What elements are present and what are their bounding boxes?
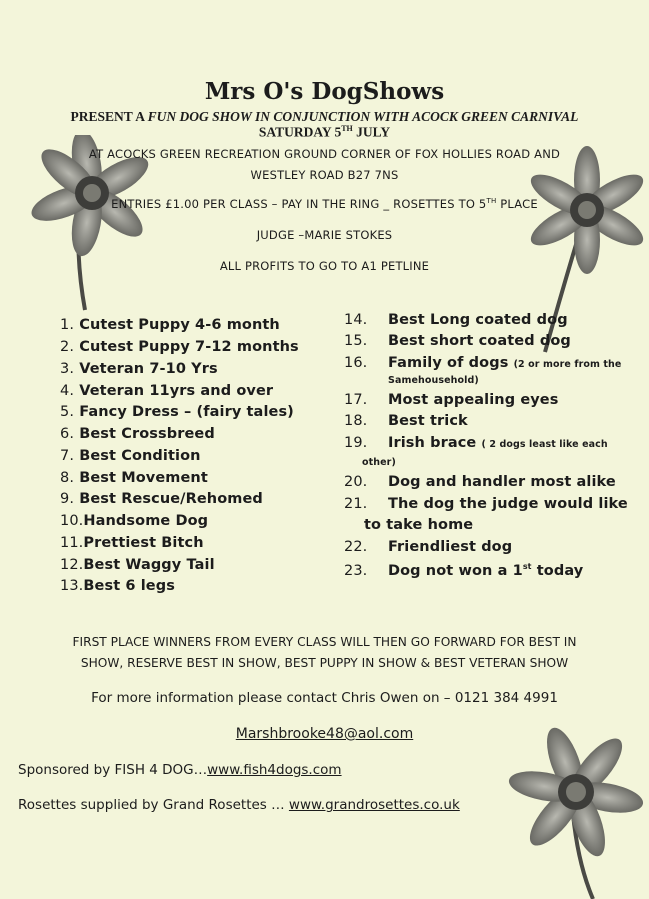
item-label: Best Rescue/Rehomed [79,491,263,507]
event-subtitle [0,109,649,125]
daffodil-left-illustration [0,135,170,315]
item-ordinal: st [522,562,532,571]
judge-info: JUDGE –MARIE STOKES [256,228,393,242]
list-item-continuation: to take home [364,517,474,533]
item-number: 1. [60,317,75,333]
item-label: Prettiest Bitch [83,535,204,551]
item-label: Veteran 11yrs and over [79,383,274,399]
item-number: 2. [60,339,75,355]
list-item [60,448,201,464]
date-text: SATURDAY 5 [258,124,342,140]
subtitle-italic: FUN DOG SHOW IN CONJUNCTION WITH ACOCK GREEN CARNIVAL [147,109,579,124]
item-label: Best Crossbreed [79,426,215,442]
contact-info: For more information please contact Chris Owen on – 0121 384 4991 [91,690,558,706]
item-number: 20. [344,474,368,490]
item-label: Best Movement [79,470,208,486]
venue-line-1: AT ACOCKS GREEN RECREATION GROUND CORNER OF FOX HOLLIES ROAD AND [88,147,561,161]
item-number: 17. [344,392,368,408]
subtitle-prefix: PRESENT A [70,109,148,124]
list-item [344,496,628,512]
item-label: Veteran 7-10 Yrs [79,361,218,377]
list-item [60,513,208,529]
winners-line-2: SHOW, RESERVE BEST IN SHOW, BEST PUPPY IN SHOW & BEST VETERAN SHOW [80,656,569,670]
item-number: 16. [344,355,368,371]
list-item [344,474,616,490]
item-label: Best Waggy Tail [83,557,215,573]
item-label-end: today [531,562,584,579]
item-number: 18. [344,413,368,429]
email-link[interactable]: Marshbrooke48@aol.com [235,726,414,742]
entries-place: PLACE [496,197,538,211]
date-ordinal: TH [341,124,353,133]
item-label: Best Long coated dog [387,312,568,328]
sponsor-info [18,762,342,778]
item-label: Dog not won a 1 [387,562,523,579]
item-label: Family of dogs [387,355,509,371]
item-label: Most appealing eyes [387,392,559,408]
list-item [344,333,571,349]
sponsor-text: Sponsored by FISH 4 DOG… [18,762,208,778]
entries-ordinal: TH [486,197,497,206]
item-note: ( 2 dogs least like each [481,439,608,450]
date-month: JULY [352,124,391,140]
item-number: 6. [60,426,75,442]
list-item [60,470,208,486]
list-item-note: other) [362,457,396,468]
profits-info: ALL PROFITS TO GO TO A1 PETLINE [219,259,430,273]
item-label: Dog and handler most alike [387,474,616,490]
item-label: Cutest Puppy 4-6 month [79,317,280,333]
event-date [0,124,649,141]
rosette-text: Rosettes supplied by Grand Rosettes … [18,797,289,813]
item-number: 7. [60,448,75,464]
item-number: 22. [344,539,368,555]
rosette-info [18,797,460,813]
list-item [60,383,273,399]
list-item [344,355,621,371]
item-number: 4. [60,383,75,399]
list-item [60,491,263,507]
list-item [60,361,218,377]
item-number: 23. [344,562,368,579]
item-label: Best trick [387,413,468,429]
entries-text: ENTRIES £1.00 PER CLASS – PAY IN THE RING _ ROSETTES TO 5 [111,197,487,211]
rosette-link[interactable]: www.grandrosettes.co.uk [288,797,460,813]
list-item [60,426,215,442]
item-label: Handsome Dog [83,513,209,529]
page-title: Mrs O's DogShows [204,78,445,105]
winners-line-1: FIRST PLACE WINNERS FROM EVERY CLASS WILL THEN GO FORWARD FOR BEST IN [72,635,577,649]
item-number: 11. [60,535,84,551]
list-item [344,562,583,579]
list-item [344,413,468,429]
list-item [344,435,608,451]
item-number: 8. [60,470,75,486]
entries-info [0,197,649,211]
item-label: Best Condition [79,448,201,464]
item-number: 19. [344,435,368,451]
list-item [60,317,280,333]
list-item [60,535,204,551]
item-number: 13. [60,578,84,594]
item-label: Friendliest dog [387,539,513,555]
item-number: 21. [344,496,368,512]
list-item [344,539,512,555]
item-label: The dog the judge would like [387,496,628,512]
item-number: 5. [60,404,75,420]
daffodil-bottom-illustration [498,724,649,899]
item-label: Best 6 legs [83,578,175,594]
list-item [60,404,294,420]
list-item-note: Samehousehold) [388,375,479,386]
item-number: 3. [60,361,75,377]
list-item [60,339,299,355]
item-number: 9. [60,491,75,507]
sponsor-link[interactable]: www.fish4dogs.com [207,762,342,778]
item-label: Best short coated dog [387,333,571,349]
list-item [344,312,568,328]
item-number: 15. [344,333,368,349]
item-number: 14. [344,312,368,328]
list-item [60,557,215,573]
list-item [344,392,558,408]
item-label: Fancy Dress – (fairy tales) [79,404,294,420]
item-label: Cutest Puppy 7-12 months [79,339,299,355]
item-number: 10. [60,513,84,529]
item-label: Irish brace [387,435,477,451]
venue-line-2: WESTLEY ROAD B27 7NS [250,168,399,182]
list-item [60,578,175,594]
winners-info [0,632,649,674]
item-note: (2 or more from the [513,359,622,370]
item-number: 12. [60,557,84,573]
